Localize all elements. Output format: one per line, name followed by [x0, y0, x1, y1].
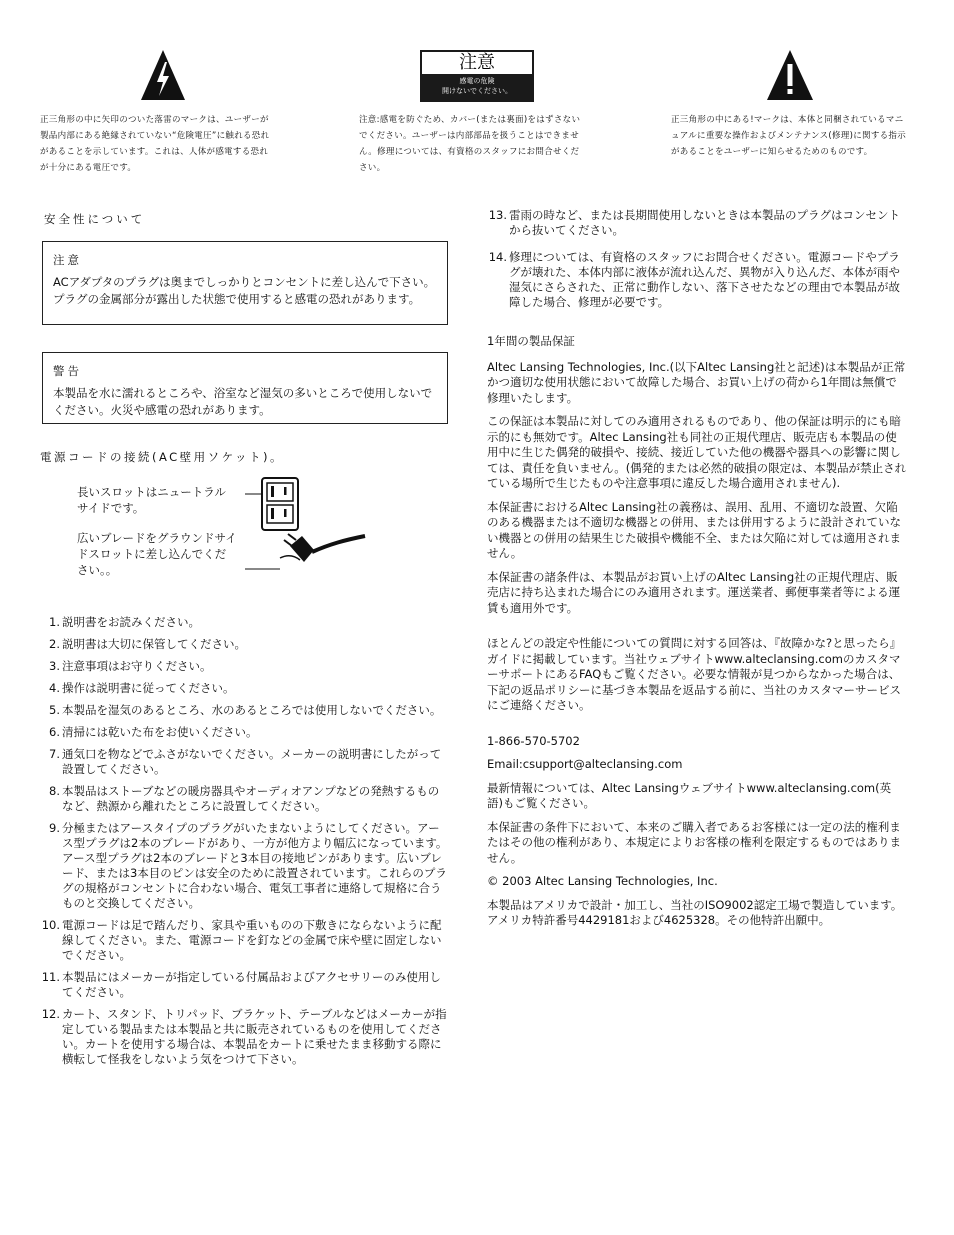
- blade-label: 広いブレードをグラウンドサイドスロットに差し込んでください。。: [77, 531, 237, 577]
- lightning-triangle-icon: [140, 48, 186, 102]
- safety-heading: 安全性について: [44, 212, 146, 226]
- notice-label: [420, 50, 534, 102]
- power-heading: 電源コードの接続(AC壁用ソケット)。: [40, 450, 284, 464]
- caution-box: [42, 241, 448, 325]
- exclamation-description: 正三角形の中にある!マークは、本体と同梱されているマニュアルに重要な操作およびメンテナンス(修理)に関する指示があることをユーザーに知らせるためのものです。: [671, 115, 907, 157]
- list-item: 6. 清掃には乾いた布をお使いください。: [49, 725, 258, 739]
- notice-description: 注意:感電を防ぐため、カバー(または裏面)をはずさないでください。ユーザーは内部部品を扱うことはできません。修理については、有資格のスタッフにお問合せください。: [359, 115, 581, 173]
- manufacturing-paragraph: 本製品はアメリカで設計・加工し、当社のISO9002認定工場で製造しています。アメリカ特許番号4429181および4625328。その他特許出願中。: [487, 897, 903, 927]
- notice-line2: 開けないでください。: [442, 87, 512, 95]
- website-paragraph: 最新情報については、Altec Lansingウェブサイトwww.alteclansing.com(英語)もご覧ください。: [487, 780, 892, 810]
- list-item: 13. 雷雨の時など、または長期間使用しないときは本製品のプラグはコンセントから抜いてください。: [488, 208, 900, 237]
- list-item: 1. 説明書をお読みください。: [49, 615, 200, 629]
- warning-title: 警告: [53, 364, 82, 378]
- instructions-list: [40, 615, 450, 1074]
- list-item: 2. 説明書は大切に保管してください。: [49, 637, 246, 651]
- list-item: 10. 電源コードは足で踏んだり、家具や重いものの下敷きにならないように配線してください。また、電源コードを釘などの金属で床や壁に固定しないでください。: [41, 918, 442, 962]
- warranty-paragraph: 本保証書の諸条件は、本製品がお買い上げのAltec Lansing社の正規代理店、販売店に持ち込まれた場合にのみ適用されます。運送業者、郵便事業者等による運賃も適用外です。: [487, 569, 901, 615]
- list-item: 8. 本製品はストーブなどの暖房器具やオーディオアンプなどの発熱するものなど、熱源から離れたところに設置してください。: [49, 784, 440, 813]
- warranty-paragraph: この保証は本製品に対してのみ適用されるものであり、他の保証は明示的にも暗示的にも無効です。Altec Lansing社も同社の正規代理店、販売店も本製品の使用中に生じた偶発的破損や、接続、接近していた他の機器や器具への影響に関しては、責任を負いません。(偶発的または必然的破損の限定は、本製品が禁止されている場所で生じたものや注意事項に違反した場合適用されません).: [487, 414, 907, 490]
- slot-label: 長いスロットはニュートラルサイドです。: [77, 485, 226, 515]
- warning-box: [42, 352, 448, 424]
- caution-title: 注意: [53, 253, 82, 267]
- phone-number: 1-866-570-5702: [487, 733, 580, 748]
- rights-paragraph: 本保証書の条件下において、本来のご購入者であるお客様には一定の法的権利またはその他の権利があり、本規定によりお客様の権利を限定するものではありません。: [487, 819, 901, 865]
- warranty-heading: 1年間の製品保証: [487, 334, 575, 348]
- list-item: 11. 本製品にはメーカーが指定している付属品およびアクセサリーのみ使用してください。: [41, 970, 441, 999]
- warning-body: 本製品を水に濡れるところや、浴室など湿気の多いところで使用しないでください。火災や感電の恐れがあります。: [53, 386, 433, 417]
- list-item: 5. 本製品を湿気のあるところ、水のあるところでは使用しないでください。: [49, 703, 442, 717]
- notice-line1: 感電の危険: [459, 77, 495, 85]
- caution-body: ACアダプタのプラグは奥までしっかりとコンセントに差し込んで下さい。プラグの金属部分が露出した状態で使用すると感電の恐れがあります。: [53, 275, 436, 306]
- warranty-section: [487, 334, 907, 937]
- warranty-paragraph: 本保証書におけるAltec Lansing社の義務は、誤用、乱用、不適切な設置、欠陥のある機器または不適切な機器との併用、または併用するように設計されていない機器との併用の結果生じた破損や機能不全、または欠陥に対しては適用されません。: [487, 499, 901, 560]
- list-item: 14. 修理については、有資格のスタッフにお問合せください。電源コードやプラグが壊れた、本体内部に液体が流れ込んだ、異物が入り込んだ、本体が雨や湿気にさらされた、正常に動作しない、落下させたなどの理由で本製品が故障した場合、修理が必要です。: [488, 250, 900, 309]
- notice-title: 注意: [422, 52, 532, 74]
- list-item: 4. 操作は説明書に従ってください。: [49, 681, 235, 695]
- exclamation-triangle-icon: [766, 48, 814, 102]
- support-paragraph: ほとんどの設定や性能についての質問に対する回答は、『故障かな?と思ったら』ガイドに掲載しています。当社ウェブサイトwww.alteclansing.comのカスタマーサポートにあるFAQもご覧ください。必要な情報が見つからなかった場合は、下記の返品ポリシーに基づき本製品を返品する前に、当社のカスタマーサービスにご連絡ください。: [487, 636, 902, 712]
- list-item: 9. 分極またはアースタイプのプラグがいたまないようにしてください。アース型プラグは2本のブレードがあり、一方が他方より幅広になっています。アース型プラグは2本のブレードと3本目の接地ピンがあります。広いブレード、または3本目のピンは安全のために設置されています。これらのプラグの規格がコンセントに合わない場合、電気工事者に連絡して規格に合うものと交換してください。: [49, 821, 448, 910]
- support-email: Email:csupport@alteclansing.com: [487, 757, 683, 771]
- copyright: © 2003 Altec Lansing Technologies, Inc.: [487, 874, 718, 888]
- list-item: 12. カート、スタンド、トリパッド、ブラケット、テーブルなどはメーカーが指定している製品または本製品と共に販売されているものを使用してください。カートを使用する場合は、本製品をカートに乗せたまま移動する際に横転して怪我をしないよう気をつけて下さい。: [41, 1007, 447, 1066]
- instructions-list-continued: [487, 208, 907, 317]
- outlet-plug-diagram: [240, 474, 370, 574]
- lightning-description: 正三角形の中に矢印のついた落雷のマークは、ユーザーが製品内部にある絶縁されていない“危険電圧”に触れる恐れがあることを示しています。これは、人体が感電する恐れが十分にある電圧です。: [40, 115, 270, 173]
- list-item: 7. 通気口を物などでふさがないでください。メーカーの説明書にしたがって設置してください。: [49, 747, 442, 776]
- warranty-paragraph: Altec Lansing Technologies, Inc.(以下Altec Lansing社と記述)は本製品が正常かつ適切な使用状態において故障した場合、お買い上げの荷から1年間は無償で修理いたします。: [487, 359, 906, 405]
- list-item: 3. 注意事項はお守りください。: [49, 659, 212, 673]
